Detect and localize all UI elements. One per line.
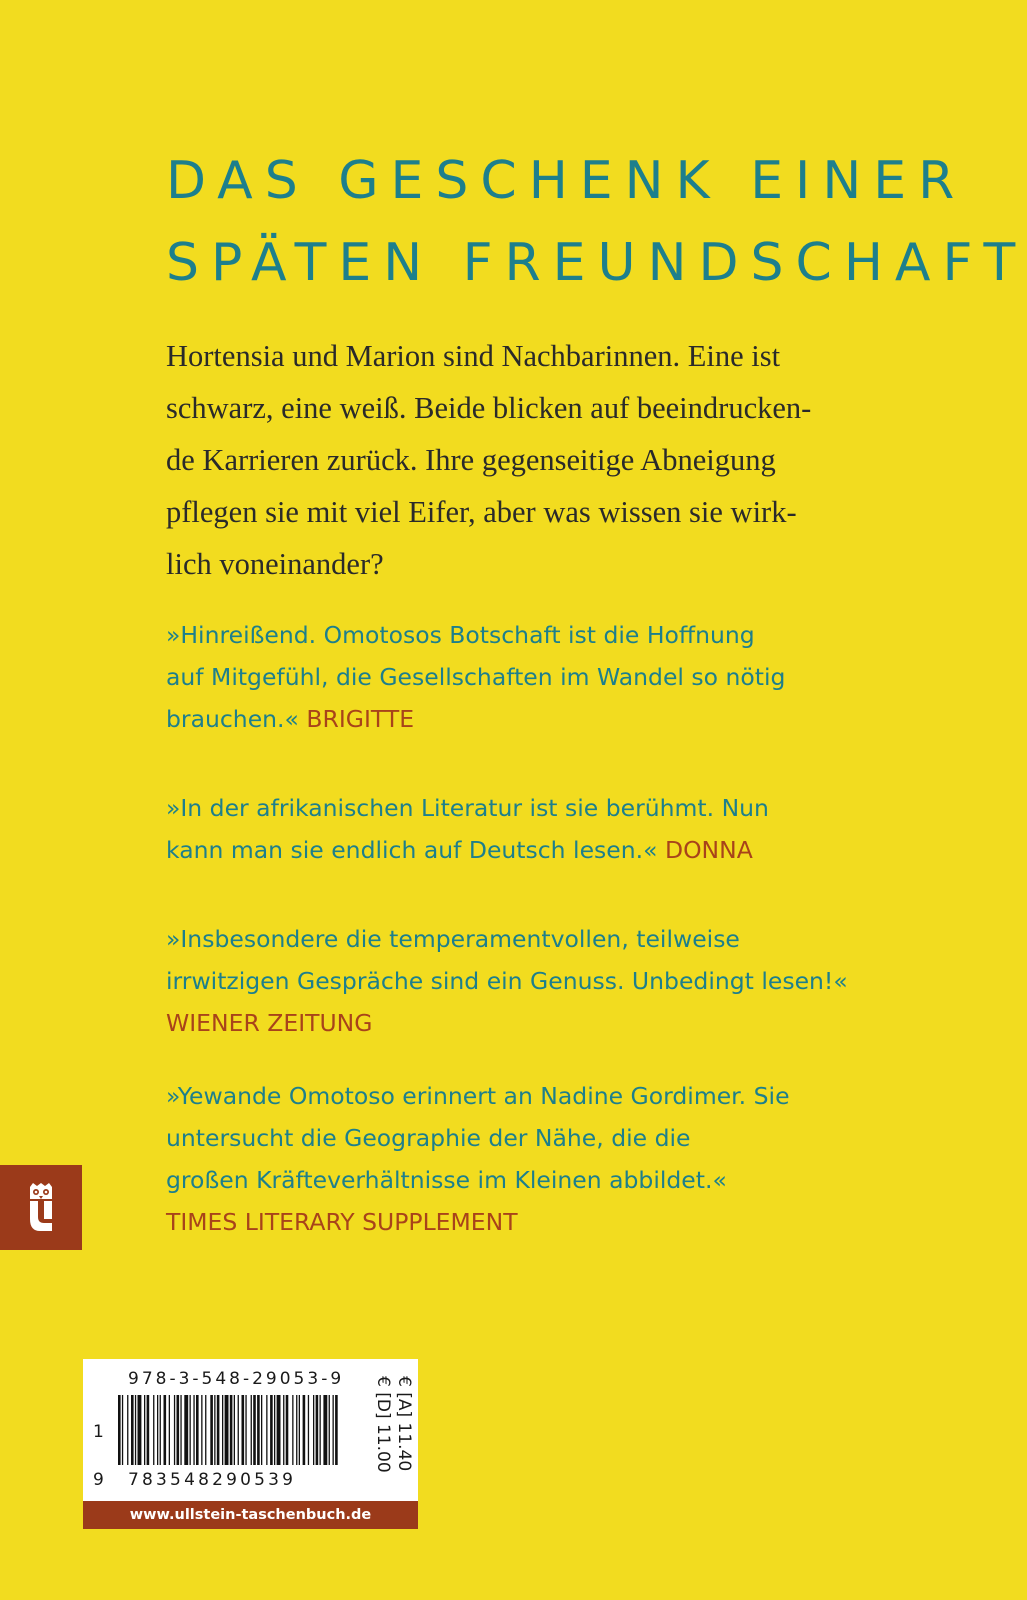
barcode-bar xyxy=(316,1395,319,1465)
quote-source: DONNA xyxy=(664,836,753,864)
barcode-bar xyxy=(153,1395,154,1465)
price-austria: € [A] 11.40 xyxy=(394,1376,414,1472)
publisher-website: www.ullstein-taschenbuch.de xyxy=(83,1501,418,1529)
barcode-bar xyxy=(299,1395,300,1465)
barcode-bar xyxy=(303,1395,306,1465)
review-quote-brigitte xyxy=(166,614,966,740)
barcode-bar xyxy=(230,1395,233,1465)
quote-source: TIMES LITERARY SUPPLEMENT xyxy=(166,1208,518,1236)
barcode-digits: 783548290539 xyxy=(128,1470,297,1490)
barcode-bar xyxy=(193,1395,194,1465)
headline-line-2: SPÄTEN FREUNDSCHAFT xyxy=(166,233,1027,293)
barcode-bar xyxy=(160,1395,161,1465)
barcode-bar xyxy=(292,1395,293,1465)
review-quote-wiener-zeitung xyxy=(166,918,966,1044)
barcode-bar xyxy=(196,1395,199,1465)
quote-line: »Yewande Omotoso erinnert an Nadine Gordimer. Sie xyxy=(166,1082,790,1110)
barcode-bar xyxy=(214,1395,215,1465)
barcode-first-digit: 9 xyxy=(93,1470,104,1490)
barcode-bar xyxy=(270,1395,273,1465)
barcode-bar xyxy=(225,1395,229,1465)
quote-line: irrwitzigen Gespräche sind ein Genuss. Unbedingt lesen!« xyxy=(166,967,848,995)
barcode-bar xyxy=(177,1395,180,1465)
barcode-bar xyxy=(201,1395,202,1465)
barcode-bar xyxy=(180,1395,181,1465)
barcode-bar xyxy=(308,1395,309,1465)
barcode-bar xyxy=(320,1395,321,1465)
barcode-bar xyxy=(296,1395,297,1465)
blurb-line: lich voneinander? xyxy=(166,547,384,581)
barcode-bar xyxy=(190,1395,191,1465)
barcode-bar xyxy=(217,1395,220,1465)
barcode-bar xyxy=(333,1395,334,1465)
barcode-bar xyxy=(242,1395,245,1465)
barcode-bar xyxy=(138,1395,142,1465)
barcode-bar xyxy=(266,1395,267,1465)
barcode-bar xyxy=(127,1395,128,1465)
barcode-bar xyxy=(323,1395,327,1465)
barcode-bar xyxy=(205,1395,206,1465)
barcode-bar xyxy=(283,1395,284,1465)
blurb-line: de Karrieren zurück. Ihre gegenseitige Abneigung xyxy=(166,443,776,477)
barcode-bar xyxy=(174,1395,175,1465)
quote-line-with-source xyxy=(166,698,966,740)
headline xyxy=(166,140,1027,304)
owl-icon xyxy=(0,1165,82,1250)
barcode-bar xyxy=(329,1395,330,1465)
quote-line: »Hinreißend. Omotosos Botschaft ist die Hoffnung xyxy=(166,621,755,649)
barcode-bar xyxy=(118,1395,121,1465)
blurb-line: Hortensia und Marion sind Nachbarinnen. Eine ist xyxy=(166,339,781,373)
quote-line: untersucht die Geographie der Nähe, die die xyxy=(166,1124,691,1152)
quote-source: BRIGITTE xyxy=(306,705,415,733)
isbn-number: 978-3-548-29053-9 xyxy=(128,1369,345,1389)
barcode-bar xyxy=(286,1395,289,1465)
barcode-lead-digit: 1 xyxy=(93,1422,104,1442)
barcode-bar xyxy=(222,1395,223,1465)
barcode-bars xyxy=(118,1395,340,1465)
barcode-bar xyxy=(135,1395,136,1465)
quote-source: WIENER ZEITUNG xyxy=(166,1009,373,1037)
review-quote-tls xyxy=(166,1075,966,1243)
blurb-line: schwarz, eine weiß. Beide blicken auf beeindrucken- xyxy=(166,391,812,425)
price-germany: € [D] 11.00 xyxy=(373,1376,393,1473)
blurb xyxy=(166,330,946,590)
barcode-bar xyxy=(335,1395,338,1465)
review-quote-donna xyxy=(166,787,966,871)
barcode-bar xyxy=(234,1395,235,1465)
headline-line-1: DAS GESCHENK EINER xyxy=(166,151,967,211)
ullstein-owl-logo-icon xyxy=(0,1165,82,1250)
barcode-bar xyxy=(277,1395,281,1465)
barcode-bar xyxy=(274,1395,275,1465)
barcode-bar xyxy=(147,1395,150,1465)
barcode-bar xyxy=(164,1395,167,1465)
barcode-bar xyxy=(253,1395,256,1465)
quote-line: großen Kräfteverhältnisse im Kleinen abbildet.« xyxy=(166,1166,727,1194)
quote-line: auf Mitgefühl, die Gesellschaften im Wandel so nötig xyxy=(166,663,786,691)
quote-text: kann man sie endlich auf Deutsch lesen.« xyxy=(166,836,658,864)
barcode-bar xyxy=(313,1395,314,1465)
barcode-bar xyxy=(144,1395,145,1465)
barcode-bar xyxy=(184,1395,188,1465)
barcode-bar xyxy=(245,1395,246,1465)
quote-line: »In der afrikanischen Literatur ist sie berühmt. Nun xyxy=(166,794,769,822)
quote-line: »Insbesondere die temperamentvollen, teilweise xyxy=(166,925,740,953)
barcode-bar xyxy=(131,1395,134,1465)
barcode-bar xyxy=(251,1395,252,1465)
blurb-line: pflegen sie mit viel Eifer, aber was wissen sie wirk- xyxy=(166,495,797,529)
barcode-bar xyxy=(210,1395,213,1465)
quote-text: brauchen.« xyxy=(166,705,299,733)
quote-line-with-source xyxy=(166,829,966,871)
barcode-bar xyxy=(238,1395,239,1465)
barcode-bar xyxy=(122,1395,123,1465)
barcode-bar xyxy=(261,1395,262,1465)
barcode-bar xyxy=(157,1395,158,1465)
barcode-bar xyxy=(169,1395,170,1465)
barcode-bar xyxy=(257,1395,260,1465)
